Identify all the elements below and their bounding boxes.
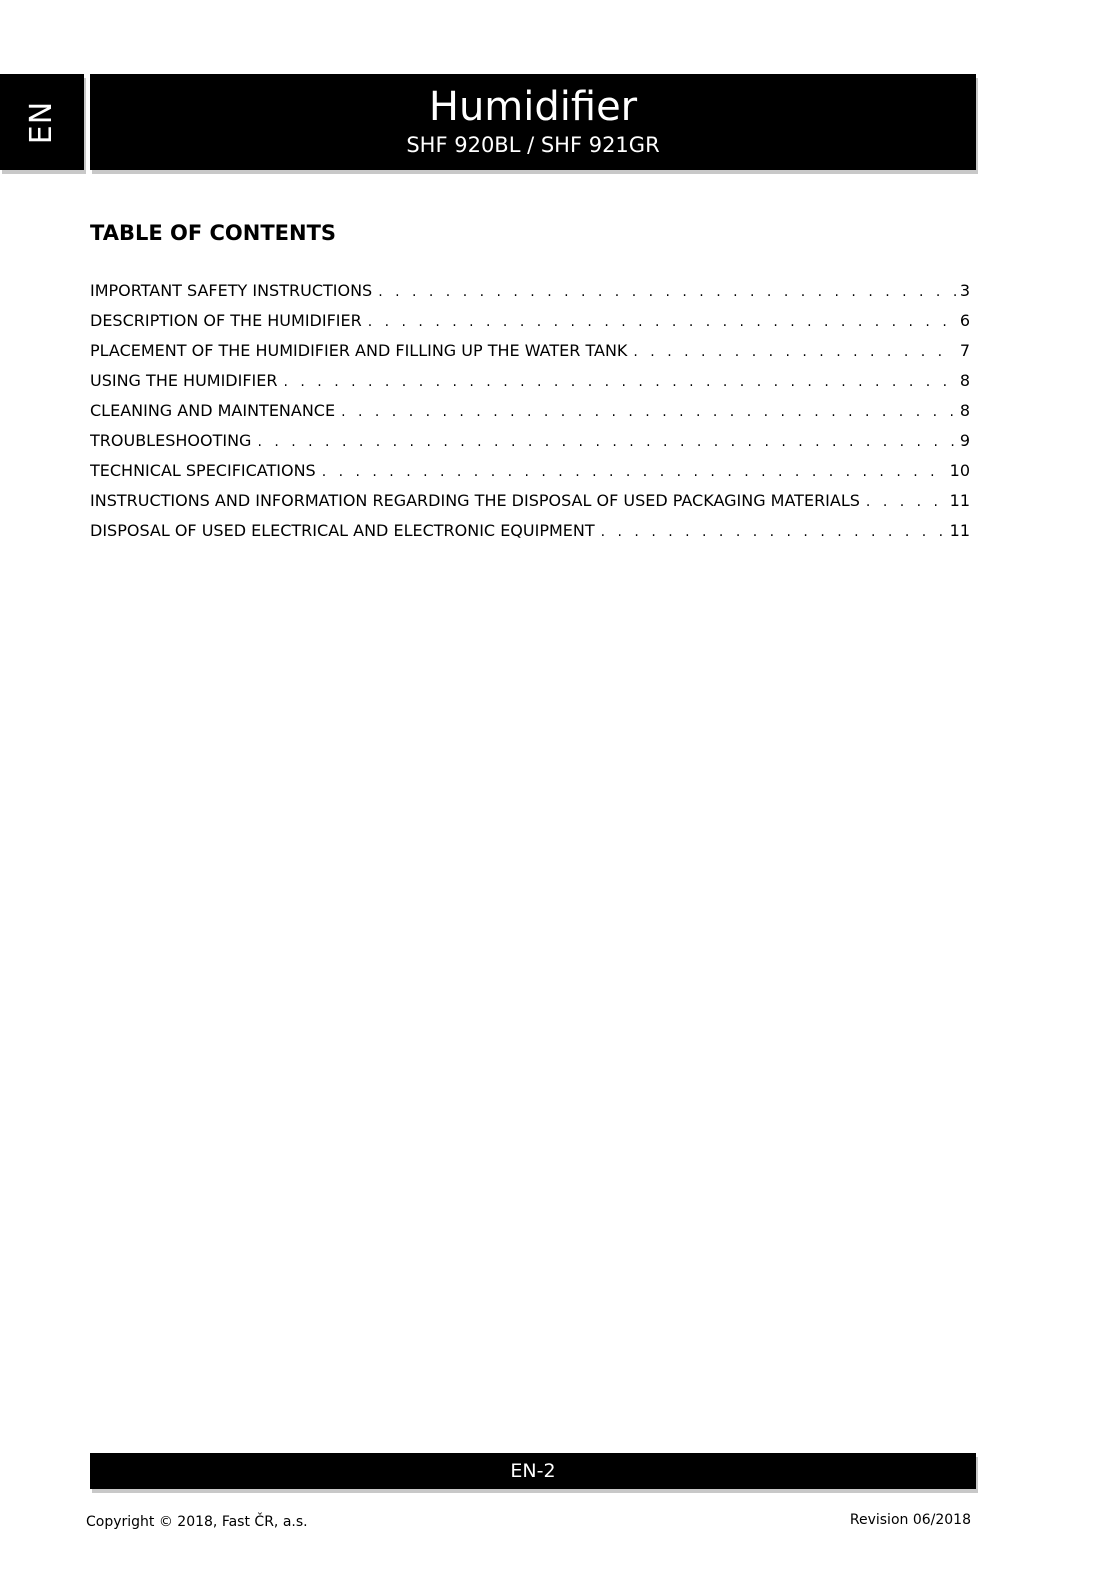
toc-entry-page: 11 <box>949 521 970 540</box>
page-number-bar <box>90 1453 976 1489</box>
toc-entry-title: USING THE HUMIDIFIER <box>90 371 278 390</box>
toc-heading: TABLE OF CONTENTS <box>90 221 337 245</box>
toc-dot-leader <box>257 430 955 454</box>
toc-dot-leader <box>368 310 956 334</box>
toc-entry-page: 9 <box>959 431 970 450</box>
toc-entry-title: IMPORTANT SAFETY INSTRUCTIONS <box>90 281 373 300</box>
toc-dot-leader <box>601 520 946 544</box>
product-title: Humidifier <box>428 84 638 130</box>
toc-entry[interactable] <box>90 489 970 519</box>
toc-dot-leader <box>378 280 956 304</box>
toc-entry-title: TROUBLESHOOTING <box>90 431 252 450</box>
toc-entry-title: DESCRIPTION OF THE HUMIDIFIER <box>90 311 362 330</box>
page-number: EN-2 <box>510 1460 556 1482</box>
toc-entry[interactable] <box>90 309 970 339</box>
toc-entry-page: 7 <box>959 341 970 360</box>
toc-entry-title: DISPOSAL OF USED ELECTRICAL AND ELECTRONIC EQUIPMENT <box>90 521 595 540</box>
language-tab <box>0 74 84 170</box>
toc-entry[interactable] <box>90 369 970 399</box>
toc-entry-page: 8 <box>959 371 970 390</box>
toc-entry[interactable] <box>90 519 970 549</box>
toc-entry[interactable] <box>90 459 970 489</box>
toc-entry-page: 6 <box>959 311 970 330</box>
toc-entry-title: INSTRUCTIONS AND INFORMATION REGARDING THE DISPOSAL OF USED PACKAGING MATERIALS <box>90 491 860 510</box>
toc-dot-leader <box>866 490 946 514</box>
toc-entry-page: 11 <box>949 491 970 510</box>
toc-entry-page: 3 <box>959 281 970 300</box>
toc-entry-title: TECHNICAL SPECIFICATIONS <box>90 461 316 480</box>
toc-entry[interactable] <box>90 339 970 369</box>
toc-dot-leader <box>341 400 956 424</box>
revision-text: Revision 06/2018 <box>849 1512 971 1528</box>
copyright-text: Copyright © 2018, Fast ČR, a.s. <box>86 1514 308 1530</box>
model-subtitle: SHF 920BL / SHF 921GR <box>406 133 660 157</box>
toc-entry[interactable] <box>90 399 970 429</box>
toc-entry-page: 10 <box>949 461 970 480</box>
title-banner <box>90 74 976 170</box>
toc-entry[interactable] <box>90 279 970 309</box>
toc-dot-leader <box>633 340 955 364</box>
toc-entry-title: PLACEMENT OF THE HUMIDIFIER AND FILLING UP THE WATER TANK <box>90 341 628 360</box>
language-tab-label: EN <box>24 100 60 144</box>
toc-entry-title: CLEANING AND MAINTENANCE <box>90 401 336 420</box>
toc-dot-leader <box>284 370 956 394</box>
toc-dot-leader <box>322 460 946 484</box>
toc-entry[interactable] <box>90 429 970 459</box>
toc-entry-page: 8 <box>959 401 970 420</box>
toc-list <box>90 279 970 549</box>
